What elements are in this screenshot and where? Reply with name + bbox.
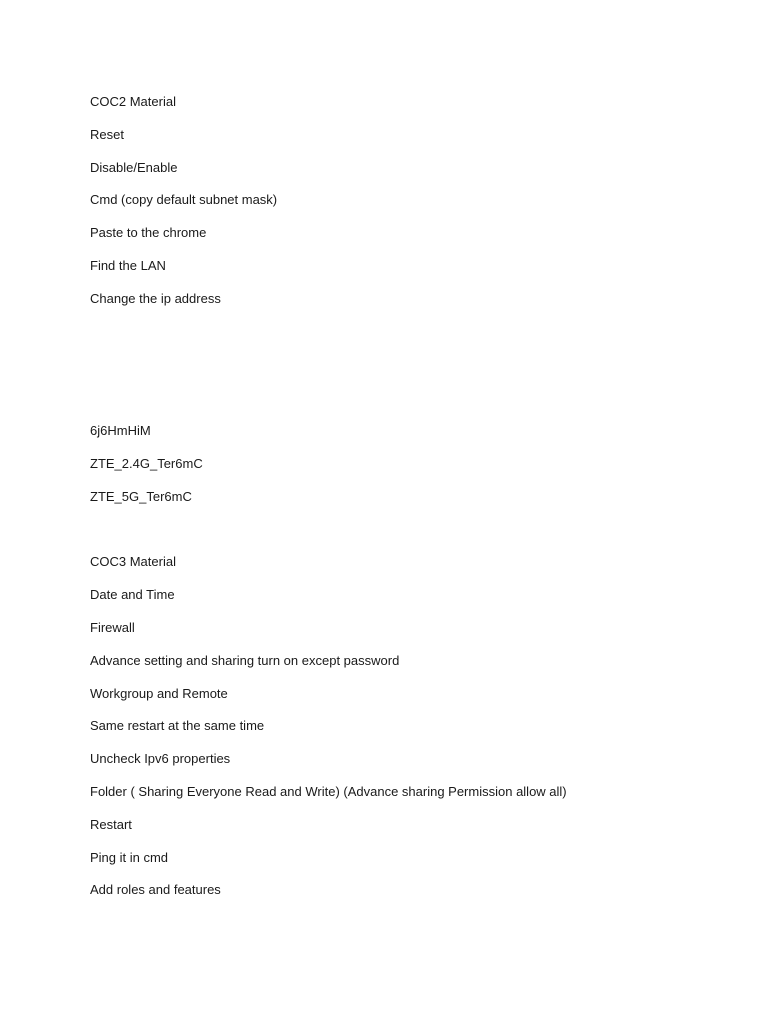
list-item: Cmd (copy default subnet mask) <box>90 192 278 207</box>
list-item: Date and Time <box>90 587 175 602</box>
list-item: Advance setting and sharing turn on except password <box>90 653 400 668</box>
list-item: Reset <box>90 127 124 142</box>
section-title-coc2: COC2 Material <box>90 94 176 109</box>
list-item: Change the ip address <box>90 291 221 306</box>
list-item: Ping it in cmd <box>90 850 169 865</box>
credential-line: ZTE_2.4G_Ter6mC <box>90 456 203 471</box>
list-item: Disable/Enable <box>90 160 178 175</box>
section-title-coc3: COC3 Material <box>90 554 176 569</box>
list-item: Firewall <box>90 620 135 635</box>
list-item: Workgroup and Remote <box>90 686 228 701</box>
list-item: Add roles and features <box>90 882 221 897</box>
list-item: Uncheck Ipv6 properties <box>90 751 231 766</box>
list-item: Restart <box>90 817 132 832</box>
credential-line: 6j6HmHiM <box>90 423 151 438</box>
credential-line: ZTE_5G_Ter6mC <box>90 489 192 504</box>
list-item: Folder ( Sharing Everyone Read and Write) (Advance sharing Permission allow all) <box>90 784 567 799</box>
list-item: Find the LAN <box>90 258 166 273</box>
list-item: Paste to the chrome <box>90 225 207 240</box>
list-item: Same restart at the same time <box>90 718 265 733</box>
